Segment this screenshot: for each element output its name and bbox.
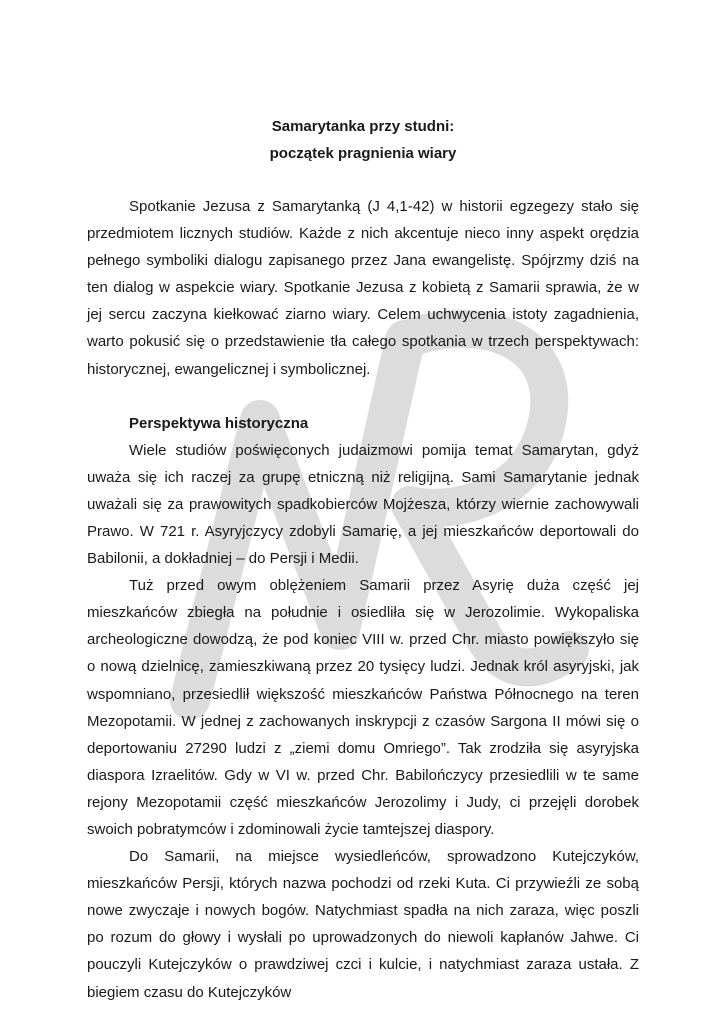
title-line-1: Samarytanka przy studni: — [271, 118, 455, 135]
paragraph: Tuż przed owym oblężeniem Samarii przez Asyrię duża część jej mieszkańców zbiegła na południe i osiedliła się w Jerozolimie. Wykopaliska archeologiczne dowodzą, że pod koniec VIII w. przed Chr. miasto powiększyło się o nową dzielnicę, zamieszkiwaną przez 20 tysięcy ludzi. Jednak król asyryjski, jak wspomniano, przesiedlił większość mieszkańców Państwa Północnego na teren Mezopotamii. W jednej z zachowanych inskrypcji z czasów Sargona II mówi się o deportowaniu 27290 ludzi z „ziemi domu Omriego”. Tak zrodziła się asyryjska diaspora Izraelitów. Gdy w VI w. przed Chr. Babilończycy przesiedlili w te same rejony Mezopotamii część mieszkańców Jerozolimy i Judy, ci przejęli dorobek swoich pobratymców i zdominowali życie tamtejszej diaspory. — [87, 577, 639, 838]
document-body — [87, 113, 639, 1006]
section-heading: Perspektywa historyczna — [129, 414, 309, 432]
intro-paragraph: Spotkanie Jezusa z Samarytanką (J 4,1-42) w historii egzegezy stało się przedmiotem licznych studiów. Każde z nich akcentuje nieco inny aspekt orędzia pełnego symboliki dialogu zapisanego przez Jana ewangelistę. Spójrzmy dziś na ten dialog w aspekcie wiary. Spotkanie Jezusa z kobietą z Samarii sprawia, że w jej sercu zaczyna kiełkować ziarno wiary. Celem uchwycenia istoty zagadnienia, warto pokusić się o przedstawienie tła całego spotkania w trzech perspektywach: historycznej, ewangelicznej i symbolicznej. — [87, 198, 639, 378]
title-line-2: początek pragnienia wiary — [269, 145, 457, 162]
paragraph: Wiele studiów poświęconych judaizmowi pomija temat Samarytan, gdyż uważa się ich raczej za grupę etniczną niż religijną. Sami Samarytanie jednak uważali się za prawowitych spadkobierców Mojżesza, którzy wiernie zachowywali Prawo. W 721 r. Asyryjczycy zdobyli Samarię, a jej mieszkańców deportowali do Babilonii, a dokładniej – do Persji i Medii. — [87, 441, 639, 568]
paragraph: Do Samarii, na miejsce wysiedleńców, sprowadzono Kutejczyków, mieszkańców Persji, których nazwa pochodzi od rzeki Kuta. Ci przywieźli ze sobą nowe zwyczaje i nowych bogów. Natychmiast spadła na nich zaraza, więc poszli po rozum do głowy i wysłali po uprowadzonych do niewoli kapłanów Jahwe. Ci pouczyli Kutejczyków o prawdziwej czci i kulcie, i natychmiast zaraza ustała. Z biegiem czasu do Kutejczyków — [87, 848, 639, 1001]
